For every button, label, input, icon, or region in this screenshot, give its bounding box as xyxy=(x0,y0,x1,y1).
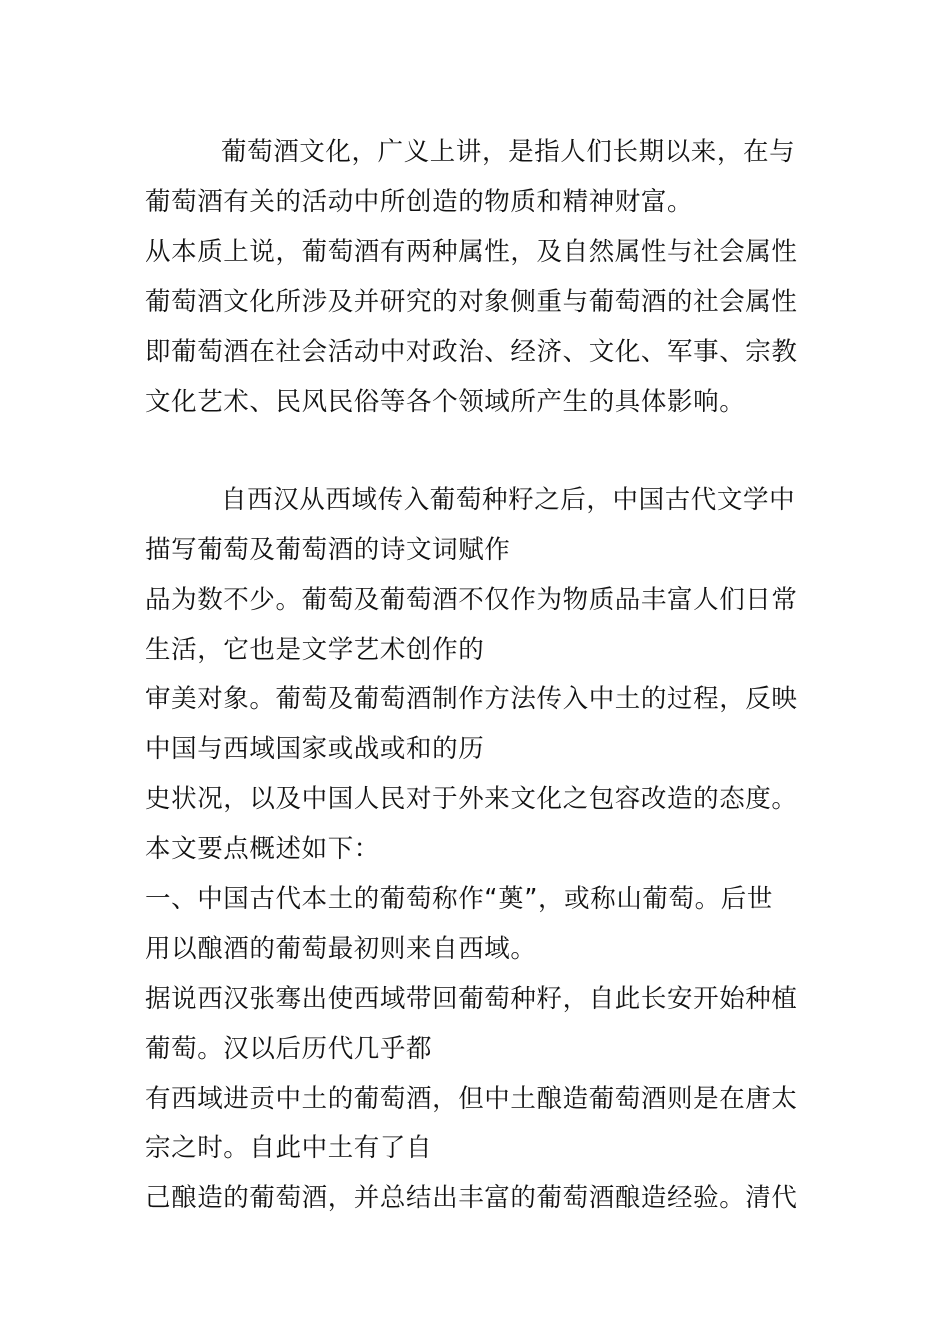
point-1-line-7: 己酿造的葡萄酒，并总结出丰富的葡萄酒酿造经验。清代 xyxy=(145,1183,798,1213)
point-1-line-5: 有西域进贡中土的葡萄酒，但中土酿造葡萄酒则是在唐太 xyxy=(145,1084,798,1114)
paragraph-2-line-5: 审美对象。葡萄及葡萄酒制作方法传入中土的过程，反映 xyxy=(145,684,798,714)
paragraph-1-line-1: 葡萄酒文化，广义上讲，是指人们长期以来，在与 xyxy=(221,137,796,167)
paragraph-1-line-2: 葡萄酒有关的活动中所创造的物质和精神财富。 xyxy=(145,187,694,217)
point-1-line-4: 葡萄。汉以后历代几乎都 xyxy=(145,1034,433,1064)
point-1-line-6: 宗之时。自此中土有了自 xyxy=(145,1133,433,1163)
paragraph-2-line-3: 品为数不少。葡萄及葡萄酒不仅作为物质品丰富人们日常 xyxy=(145,585,798,615)
paragraph-1-line-6: 文化艺术、民风民俗等各个领域所产生的具体影响。 xyxy=(145,387,746,417)
summary-heading: 本文要点概述如下： xyxy=(145,834,380,864)
paragraph-2-line-6: 中国与西域国家或战或和的历 xyxy=(145,734,485,764)
paragraph-1-line-5: 即葡萄酒在社会活动中对政治、经济、文化、军事、宗教 xyxy=(145,337,798,367)
paragraph-1-line-4: 葡萄酒文化所涉及并研究的对象侧重与葡萄酒的社会属性 xyxy=(145,287,798,317)
point-1-line-3: 据说西汉张骞出使西域带回葡萄种籽，自此长安开始种植 xyxy=(145,984,798,1014)
point-1-line-1: 一、中国古代本土的葡萄称作“薁”，或称山葡萄。后世 xyxy=(145,884,773,914)
paragraph-2-line-7: 史状况，以及中国人民对于外来文化之包容改造的态度。 xyxy=(145,784,798,814)
paragraph-1-line-3: 从本质上说，葡萄酒有两种属性，及自然属性与社会属性 xyxy=(145,237,798,267)
point-1-line-2: 用以酿酒的葡萄最初则来自西域。 xyxy=(145,934,537,964)
paragraph-2-line-2: 描写葡萄及葡萄酒的诗文词赋作 xyxy=(145,535,511,565)
paragraph-2-line-1: 自西汉从西域传入葡萄种籽之后，中国古代文学中 xyxy=(221,485,796,515)
paragraph-2-line-4: 生活，它也是文学艺术创作的 xyxy=(145,635,485,665)
